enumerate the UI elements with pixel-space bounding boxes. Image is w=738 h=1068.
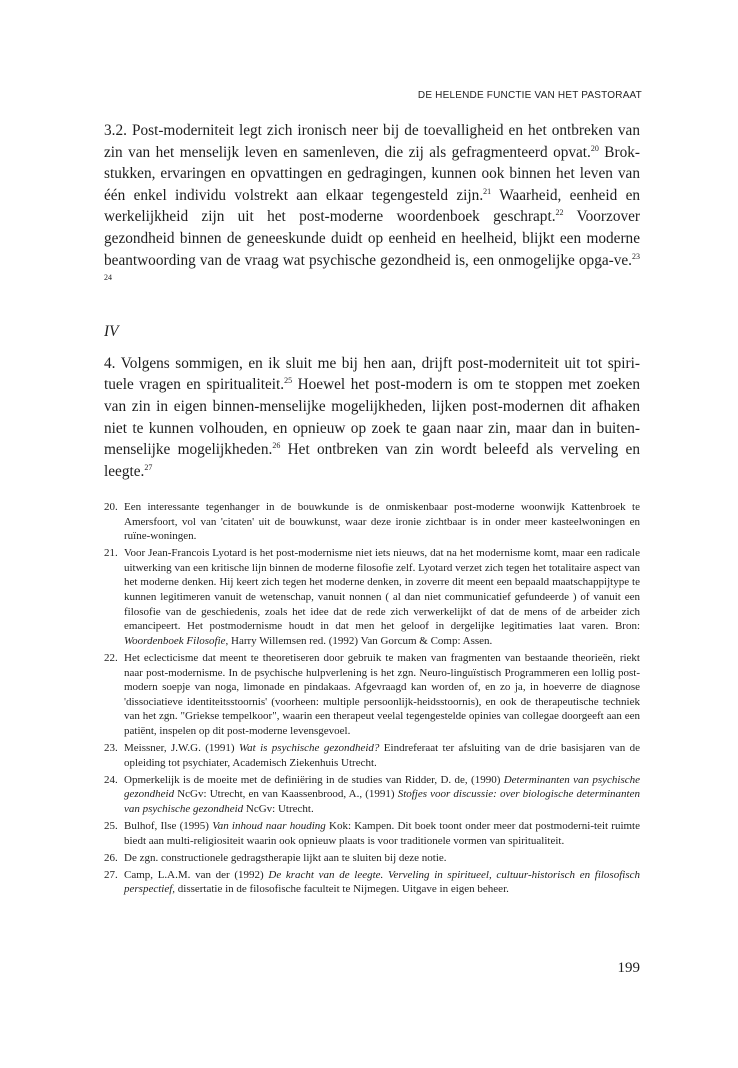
footnote-title: Wat is psychische gezondheid? — [238, 742, 380, 754]
main-text — [104, 120, 640, 482]
paragraph-3-2 — [104, 120, 640, 293]
footnote-26 — [104, 851, 640, 866]
footnote-text — [124, 500, 640, 544]
footnote-21 — [104, 546, 640, 648]
footnote-text-part: dissertatie in de filosofische faculteit te Nijmegen. Uitgave in eigen beheer. — [175, 883, 509, 896]
footnote-title: De kracht van de leegte. Verveling in spiritueel, cultuur-historisch en filosofisch perspectief, — [124, 868, 640, 896]
footnote-text-part: NcGv: Utrecht, en van Kaassenbrood, A., (1991) — [174, 788, 398, 801]
footnote-number: 22. — [104, 651, 118, 664]
footnote-text-part: Het eclecticisme dat meent te theoretiseren door gebruik te maken van fragmenten van bestaande theorieën, riekt naar post-modernisme. In de psychische hulpverlening is het zgn. Neuro-linguïstisch Programmeren een lollig post-modern soepje van noga, limonade en pindakaas. Afgevraagd kan worden of, en zo ja, in hoeverre de diagnose 'dissociatieve identiteitsstoornis' (voorheen: multiple persoonlijk-heidsstoornis), en ook de therapeutische techniek van het zgn. "Griekse tempelkoor", waarin een therapeut veelal tegengestelde opinies van collegae doorgeeft aan een patiënt, inspelen op dit post-moderne levensgevoel. — [124, 651, 640, 737]
running-head: DE HELENDE FUNCTIE VAN HET PASTORAAT — [417, 90, 642, 101]
footnote-20 — [104, 500, 640, 544]
footnote-title: Stofjes voor discussie: over biologische determinanten van psychische gezondheid — [124, 788, 640, 815]
footnote-text-part: De zgn. constructionele gedragstherapie lijkt aan te sluiten bij deze notie. — [124, 851, 447, 864]
footnote-ref-22: 22 — [555, 208, 564, 218]
footnote-number: 26. — [104, 851, 118, 864]
footnote-number: 27. — [104, 868, 118, 881]
footnote-number: 23. — [104, 742, 118, 754]
footnote-text — [124, 851, 640, 866]
footnote-text — [124, 546, 640, 648]
footnote-text-part: Voor Jean-Francois Lyotard is het post-modernisme niet iets nieuws, dat na het modernisme komt, maar een radicale uitwerking van een kritische lijn binnen de moderne filosofie zelf. Lyotard verzet zich tegen het totalitaire aspect van het moderne denken. Hij keert zich tegen het moderne denken, in zoverre dit meent een bepaald maatschappijtype te kunnen legitimeren vanuit de wetenschap, vanuit nonnen ( al dan niet communicatief gefundeerde ) of vanuit een filosofie van de geschiedenis, zoals het idee dat de rede zich verwerkelijkt of dat de mens of de arbeider zich emancipeert. Het postmodernisme houdt in dat men het geloof in dergelijke legitimaties laat varen. Bron: — [124, 547, 640, 633]
footnote-text — [124, 868, 640, 897]
footnote-text-part: NcGv: Utrecht. — [243, 802, 314, 815]
footnote-ref-27: 27 — [144, 462, 153, 472]
footnote-ref-21: 21 — [483, 186, 492, 196]
paragraph-text: Brok-stukken, ervaringen en opvattingen en gedragingen, kunnen ook binnen het leven van één enkel individu volstrekt aan elkaar tegengesteld zijn. — [104, 143, 640, 204]
paragraph-text: Voorzover gezondheid binnen de geneeskunde duidt op eenheid en heelheid, blijkt een moderne beantwoording van de vraag wat psychische gezondheid is, een onmogelijke opga-ve. — [104, 208, 640, 269]
footnote-23 — [104, 741, 640, 770]
paragraph-text: 3.2. Post-moderniteit legt zich ironisch neer bij de toevalligheid en het ontbreken van zin van het menselijk leven en samenleven, die zij als gefragmenteerd opvat. — [104, 122, 640, 161]
paragraph-text: 4. Volgens sommigen, en ik sluit me bij hen aan, drijft post-moderniteit uit tot spiri-tuele vragen en spiritualiteit. — [104, 354, 640, 394]
footnote-number: 25. — [104, 819, 118, 832]
footnote-text-part: Kok: Kampen. Dit boek toont onder meer dat postmoderni-teit ruimte biedt aan multi-religiositeit waarin ook opnieuw plaats is voor traditionele vormen van spiritualiteit. — [124, 819, 640, 847]
footnote-24 — [104, 773, 640, 817]
section-heading: IV — [104, 322, 119, 340]
footnote-22 — [104, 651, 640, 739]
footnote-text-part: Bulhof, Ilse (1995) — [124, 819, 213, 832]
page-number: 199 — [617, 960, 640, 976]
footnote-text-part: Meissner, J.W.G. (1991) — [124, 742, 239, 754]
footnote-text-part: Camp, L.A.M. van der (1992) — [124, 868, 269, 881]
footnote-ref-23-24: 23 24 — [104, 251, 640, 283]
footnote-ref-26: 26 — [272, 441, 281, 451]
footnote-title: Determinanten van psychische gezondheid — [124, 773, 640, 801]
footnote-text-part: Eindreferaat ter afsluiting van de drie basisjaren van de opleiding tot psychiater, Academisch Ziekenhuis Utrecht. — [124, 742, 640, 769]
footnote-text — [124, 773, 640, 817]
footnote-text — [124, 741, 640, 770]
footnote-25 — [104, 819, 640, 848]
paragraph-4 — [104, 353, 640, 483]
footnote-text — [124, 651, 640, 739]
paragraph-text: Waarheid, eenheid en werkelijkheid zijn uit het post-moderne woordenboek geschrapt. — [104, 186, 641, 226]
footnote-title: Van inhoud naar houding — [212, 819, 326, 832]
footnote-title: Woordenboek Filosofie — [124, 634, 226, 647]
footnote-ref-25: 25 — [284, 376, 293, 386]
footnote-27 — [104, 868, 640, 897]
footnote-text-part: Opmerkelijk is de moeite met de definiëring in de studies van Ridder, D. de, (1990) — [124, 773, 504, 786]
footnote-number: 21. — [104, 547, 118, 560]
footnote-ref-20: 20 — [590, 143, 599, 153]
footnote-text-part: Een interessante tegenhanger in de bouwkunde is de onmiskenbaar post-moderne woonwijk Kattenbroek te Amersfoort, vol van 'citaten' uit de bouwkunst, waar deze ironie zichtbaar is in onder meer kasteelwoningen en ruïne-woningen. — [124, 501, 640, 543]
paragraph-text: Hoewel het post-modern is om te stoppen met zoeken van zin in eigen binnen-menselijke mogelijkheden, lijken post-modernen dit afhaken niet te kunnen volhouden, en opnieuw op zoek te gaan naar zin, maar dan in buiten-menselijke mogelijkheden. — [104, 376, 640, 459]
footnote-text-part: , Harry Willemsen red. (1992) Van Gorcum & Comp: Assen. — [225, 634, 493, 647]
footnote-text — [124, 819, 640, 848]
footnotes — [104, 500, 640, 899]
footnote-number: 24. — [104, 773, 118, 786]
paragraph-text: Het ontbreken van zin wordt beleefd als verveling en leegte. — [104, 441, 640, 480]
footnote-number: 20. — [104, 501, 118, 513]
